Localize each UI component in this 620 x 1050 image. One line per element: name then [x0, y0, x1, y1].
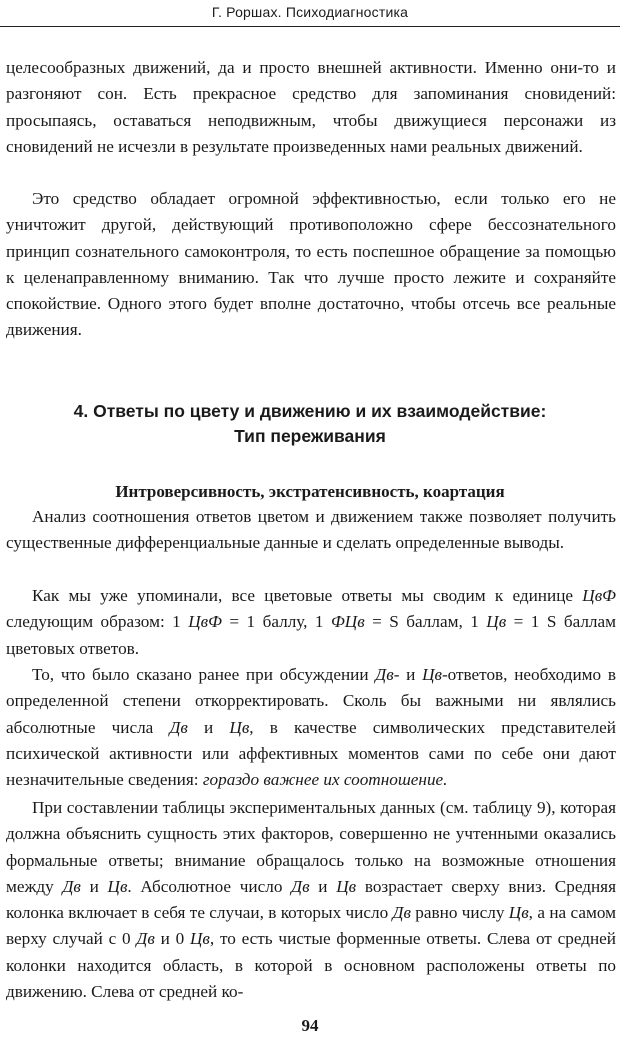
text-run: , то есть чистые форменные ответы. Слева от средней колонки находится область, в которой в основном расположены ответы по движению. Слева от средней ко-: [6, 929, 616, 1002]
symbol-dv: Дв: [169, 717, 188, 737]
text-run: возрастает сверху вниз. Средняя колонка включает в себя те случаи, в которых число: [6, 876, 616, 923]
page-number: 94: [301, 1016, 319, 1035]
symbol-dv: Дв: [291, 876, 310, 896]
text-run: и: [187, 717, 230, 737]
symbol-dv: Дв: [62, 876, 81, 896]
text-run: и: [309, 876, 337, 896]
symbol-cvf: ЦвФ: [188, 612, 222, 632]
paragraph-1: целесообразных движений, да и просто внешней активности. Именно они-то и разгоняют сон. Есть прекрасное средство для запоминания сновидений: просыпаясь, оставаться неподвижным, чтобы движущиеся персонажи из сновидений не исчезли в результате произведенных нами реальных движений.: [6, 58, 616, 156]
text-run: При составлении таблицы экспериментальных данных (см. таблицу 9), которая должна объяснить сущность этих факторов, совершенно не учтенными оказались формальные ответы; внимание обращалось только на возможные отношения между: [6, 798, 616, 896]
text-run: следующим образом: 1: [6, 612, 189, 632]
text-run: . Абсолютное число: [127, 876, 292, 896]
emphasis: гораздо важнее их соотношение.: [202, 770, 448, 790]
text-run: - и: [393, 665, 423, 684]
text-run: = 1 S баллам цветовых ответов.: [6, 612, 617, 658]
text-run: , в качестве символических представителей психической активности или аффективных моментов сами по себе они дают незначительные сведения:: [6, 717, 616, 790]
symbol-dv: Дв: [375, 665, 394, 684]
symbol-cv: Цв: [336, 876, 357, 896]
symbol-cvf: ЦвФ: [582, 586, 616, 605]
symbol-cv: Цв: [229, 717, 250, 737]
section-heading-line-1: 4. Ответы по цвету и движению и их взаимодействие:: [73, 401, 547, 421]
text-run: , а на самом верху случай с 0: [6, 903, 616, 949]
running-head: Г. Роршах. Психодиагностика: [211, 4, 409, 20]
paragraph-6: [6, 795, 616, 1005]
symbol-cv: Цв: [422, 665, 442, 684]
text-run: и: [80, 876, 108, 896]
text-run: и 0: [154, 929, 190, 949]
paragraph-3: Анализ соотношения ответов цветом и движением также позволяет получить существенные дифференциальные данные и сделать определенные выводы.: [6, 507, 616, 553]
paragraph-2: Это средство обладает огромной эффективностью, если только его не уничтожит другой, действующий противоположно сфере бессознательного принцип сознательного самоконтроля, то есть поспешное обращение за помощью к целенаправленному вниманию. Так что лучше просто лежите и сохраняйте спокойствие. Одного этого будет вполне достаточно, чтобы отсечь все реальные движения.: [6, 189, 616, 340]
header-rule: [0, 26, 620, 27]
paragraph-4: [6, 583, 616, 662]
symbol-dv: Дв: [392, 903, 411, 923]
symbol-cv: Цв: [107, 876, 128, 896]
section-heading-line-2: Тип переживания: [234, 426, 386, 446]
symbol-cv: Цв: [189, 929, 210, 949]
symbol-cv: Цв: [508, 903, 529, 923]
symbol-cv: Цв: [486, 612, 507, 632]
symbol-dv: Дв: [136, 929, 155, 949]
text-run: = 1 баллу, 1: [221, 612, 331, 632]
text-run: равно числу: [410, 903, 509, 923]
sub-heading: Интроверсивность, экстратенсивность, коартация: [115, 482, 505, 501]
section-heading: [0, 399, 620, 449]
text-run: Как мы уже упоминали, все цветовые ответы мы сводим к единице: [32, 586, 583, 605]
paragraph-5: [6, 662, 616, 793]
text-run: = S баллам, 1: [364, 612, 487, 632]
text-run: То, что было сказано ранее при обсуждении: [32, 665, 376, 684]
text-run: -ответов, необходимо в определенной степени откорректировать. Сколь бы важными ни являлись абсолютные числа: [6, 665, 616, 737]
symbol-fcv: ФЦв: [330, 612, 365, 632]
